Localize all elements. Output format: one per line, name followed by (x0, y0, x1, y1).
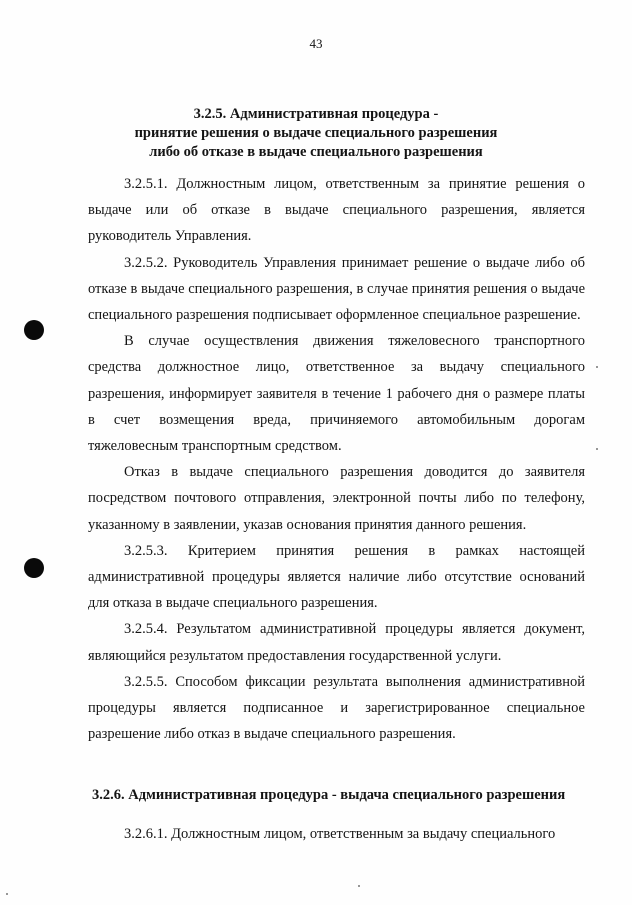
paragraph-heavy-vehicle: В случае осуществления движения тяжеловесного транспортного средства должностное лицо, ответственное за выдачу специального разрешения, информирует заявителя в течение 1 рабочего дня о размере платы в счет возмещения вреда, причиняемого автомобильным дорогам тяжеловесным транспортным средством. (88, 333, 585, 455)
heading-line-3: либо об отказе в выдаче специального разрешения (149, 144, 483, 160)
heading-line-2: принятие решения о выдаче специального разрешения (134, 125, 498, 141)
heading-line-1: 3.2.5. Административная процедура - (193, 106, 439, 122)
paragraph-3-2-5-2: 3.2.5.2. Руководитель Управления принимает решение о выдаче либо об отказе в выдаче специального разрешения, в случае принятия решения о выдаче специального разрешения подписывает оформленное специальное разрешение. (88, 254, 585, 324)
section-heading-3-2-5 (40, 105, 592, 162)
paragraph-3-2-5-5: 3.2.5.5. Способом фиксации результата выполнения административной процедуры является подписанное и зарегистрированное специальное разрешение либо отказ в выдаче специального разрешения. (88, 673, 585, 743)
paragraph-3-2-6-1-text: 3.2.6.1. Должностным лицом, ответственным за выдачу специального (124, 826, 556, 842)
punch-hole-top (24, 320, 44, 340)
paragraph-3-2-5-1: 3.2.5.1. Должностным лицом, ответственным за принятие решения о выдаче или об отказе в выдаче специального разрешения, является руководитель Управления. (88, 176, 585, 245)
body-text (88, 171, 585, 747)
page-number: 43 (309, 36, 323, 51)
punch-hole-bottom (24, 558, 44, 578)
paragraph-3-2-5-3: 3.2.5.3. Критерием принятия решения в рамках настоящей административной процедуры является наличие либо отсутствие оснований для отказа в выдаче специального разрешения. (88, 542, 585, 612)
scan-speck (358, 885, 360, 887)
section-heading-3-2-6: 3.2.6. Административная процедура - выдача специального разрешения (92, 787, 566, 803)
paragraph-refusal-notice: Отказ в выдаче специального разрешения доводится до заявителя посредством почтового отправления, электронной почты либо по телефону, указанному в заявлении, указав основания принятия данного решения. (88, 464, 585, 533)
paragraph-3-2-6-1 (88, 821, 585, 847)
scan-speck (596, 448, 598, 450)
paragraph-3-2-5-4: 3.2.5.4. Результатом административной процедуры является документ, являющийся результатом предоставления государственной услуги. (88, 621, 585, 664)
scan-speck (6, 893, 8, 895)
scan-speck (596, 366, 598, 368)
